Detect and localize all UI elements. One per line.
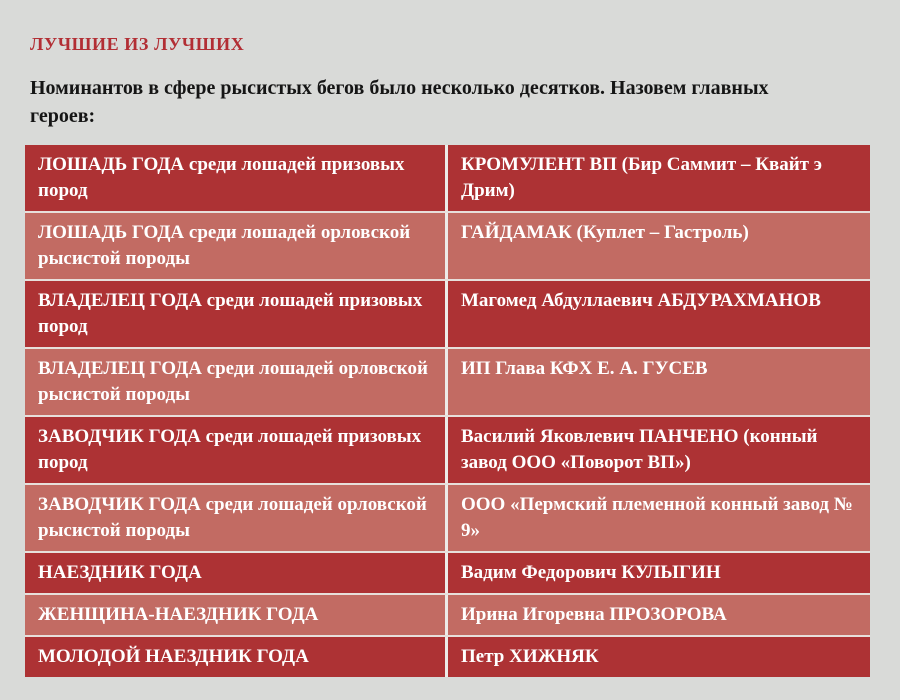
nomination-category: ЖЕНЩИНА-НАЕЗДНИК ГОДА	[38, 604, 319, 625]
nomination-winner: Василий Яковлевич ПАНЧЕНО (конный завод ООО «Поворот ВП»)	[445, 417, 870, 483]
nomination-winner: Вадим Федорович КУЛЫГИН	[445, 553, 870, 593]
table-row	[25, 279, 870, 347]
nomination-winner: Магомед Абдуллаевич АБДУРАХМАНОВ	[445, 281, 870, 347]
nomination-category: ЛОШАДЬ ГОДА среди лошадей призовых пород	[38, 154, 405, 201]
nomination-category: ВЛАДЕЛЕЦ ГОДА среди лошадей призовых пород	[38, 290, 423, 337]
nomination-category: НАЕЗДНИК ГОДА	[38, 562, 202, 583]
table-row	[25, 635, 870, 677]
nomination-category: ЗАВОДЧИК ГОДА среди лошадей орловской рысистой породы	[38, 494, 427, 541]
nomination-winner: КРОМУЛЕНТ ВП (Бир Саммит – Квайт э Дрим)	[445, 145, 870, 211]
nomination-winner: Петр ХИЖНЯК	[445, 637, 870, 677]
nomination-category: ВЛАДЕЛЕЦ ГОДА среди лошадей орловской рысистой породы	[38, 358, 428, 405]
table-row	[25, 551, 870, 593]
table-row	[25, 211, 870, 279]
table-row	[25, 415, 870, 483]
nomination-category: МОЛОДОЙ НАЕЗДНИК ГОДА	[38, 646, 309, 667]
table-row	[25, 483, 870, 551]
table-row	[25, 347, 870, 415]
nomination-category: ЗАВОДЧИК ГОДА среди лошадей призовых пород	[38, 426, 422, 473]
table-row	[25, 145, 870, 211]
page-title: ЛУЧШИЕ ИЗ ЛУЧШИХ	[30, 34, 245, 54]
nomination-winner: ООО «Пермский племенной конный завод № 9»	[445, 485, 870, 551]
nomination-winner: Ирина Игоревна ПРОЗОРОВА	[445, 595, 870, 635]
nominations-table	[25, 145, 870, 677]
nomination-winner: ИП Глава КФХ Е. А. ГУСЕВ	[445, 349, 870, 415]
table-row	[25, 593, 870, 635]
nomination-category: ЛОШАДЬ ГОДА среди лошадей орловской рысистой породы	[38, 222, 411, 269]
intro-paragraph: Номинантов в сфере рысистых бегов было несколько десятков. Назовем главных героев:	[30, 77, 769, 127]
nomination-winner: ГАЙДАМАК (Куплет – Гастроль)	[445, 213, 870, 279]
